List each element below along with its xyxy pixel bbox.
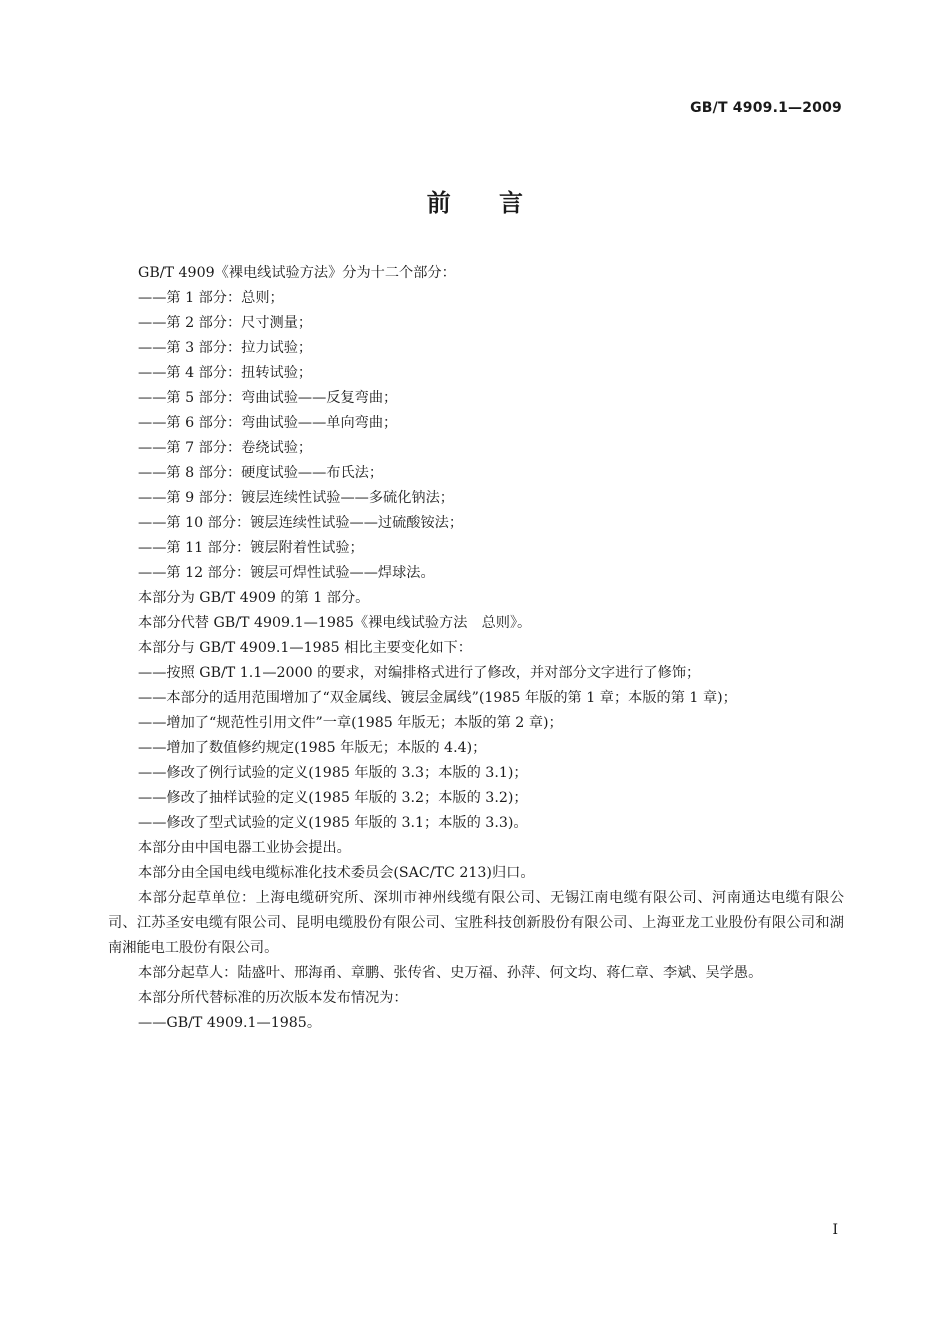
list-item: ——第 4 部分：扭转试验； [138, 365, 313, 381]
paragraph: 本部分所代替标准的历次版本发布情况为： [138, 990, 408, 1006]
title-char-1: 前 [426, 189, 451, 217]
list-item: ——第 2 部分：尺寸测量； [138, 315, 313, 331]
list-item: ——第 6 部分：弯曲试验——单向弯曲； [138, 415, 398, 431]
paragraph: 本部分由全国电线电缆标准化技术委员会(SAC/TC 213)归口。 [138, 865, 535, 881]
list-item: ——第 3 部分：拉力试验； [138, 340, 313, 356]
list-item: ——按照 GB/T 1.1—2000 的要求，对编排格式进行了修改，并对部分文字进行了修饰； [138, 665, 701, 681]
list-item: ——修改了型式试验的定义(1985 年版的 3.1；本版的 3.3)。 [138, 815, 528, 831]
list-item: ——第 1 部分：总则； [138, 290, 284, 306]
paragraph: 本部分起草人：陆盛叶、邢海甬、章鹏、张传省、史万福、孙萍、何文均、蒋仁章、李斌、吴学愚。 [138, 965, 763, 981]
page-title [0, 183, 950, 218]
list-item: ——第 9 部分：镀层连续性试验——多硫化钠法； [138, 490, 454, 506]
list-item: ——GB/T 4909.1—1985。 [138, 1015, 322, 1031]
list-item: ——第 10 部分：镀层连续性试验——过硫酸铵法； [138, 515, 464, 531]
paragraph: 本部分与 GB/T 4909.1—1985 相比主要变化如下： [138, 640, 472, 656]
list-item: ——增加了数值修约规定(1985 年版无；本版的 4.4)； [138, 740, 487, 756]
page-number: I [832, 1222, 838, 1238]
list-item: ——第 5 部分：弯曲试验——反复弯曲； [138, 390, 398, 406]
standard-number: GB/T 4909.1—2009 [690, 100, 842, 116]
list-item: ——第 7 部分：卷绕试验； [138, 440, 313, 456]
list-item: ——第 8 部分：硬度试验——布氏法； [138, 465, 384, 481]
title-char-2: 言 [499, 189, 524, 217]
paragraph: 本部分由中国电器工业协会提出。 [138, 840, 351, 856]
list-item: ——修改了例行试验的定义(1985 年版的 3.3；本版的 3.1)； [138, 765, 528, 781]
list-item: ——第 11 部分：镀层附着性试验； [138, 540, 364, 556]
list-item: ——增加了“规范性引用文件”一章(1985 年版无；本版的第 2 章)； [138, 715, 563, 731]
paragraph: GB/T 4909《裸电线试验方法》分为十二个部分： [138, 265, 456, 281]
list-item: ——本部分的适用范围增加了“双金属线、镀层金属线”(1985 年版的第 1 章；本版的第 1 章)； [138, 690, 737, 706]
list-item: ——修改了抽样试验的定义(1985 年版的 3.2；本版的 3.2)； [138, 790, 528, 806]
paragraph: 本部分起草单位：上海电缆研究所、深圳市神州线缆有限公司、无锡江南电缆有限公司、河南通达电缆有限公司、江苏圣安电缆有限公司、昆明电缆股份有限公司、宝胜科技创新股份有限公司、上海亚龙工业股份有限公司和湖南湘能电工股份有限公司。 [108, 890, 844, 956]
paragraph: 本部分为 GB/T 4909 的第 1 部分。 [138, 590, 370, 606]
paragraph: 本部分代替 GB/T 4909.1—1985《裸电线试验方法 总则》。 [138, 615, 532, 631]
foreword-body [108, 261, 844, 1036]
list-item: ——第 12 部分：镀层可焊性试验——焊球法。 [138, 565, 435, 581]
